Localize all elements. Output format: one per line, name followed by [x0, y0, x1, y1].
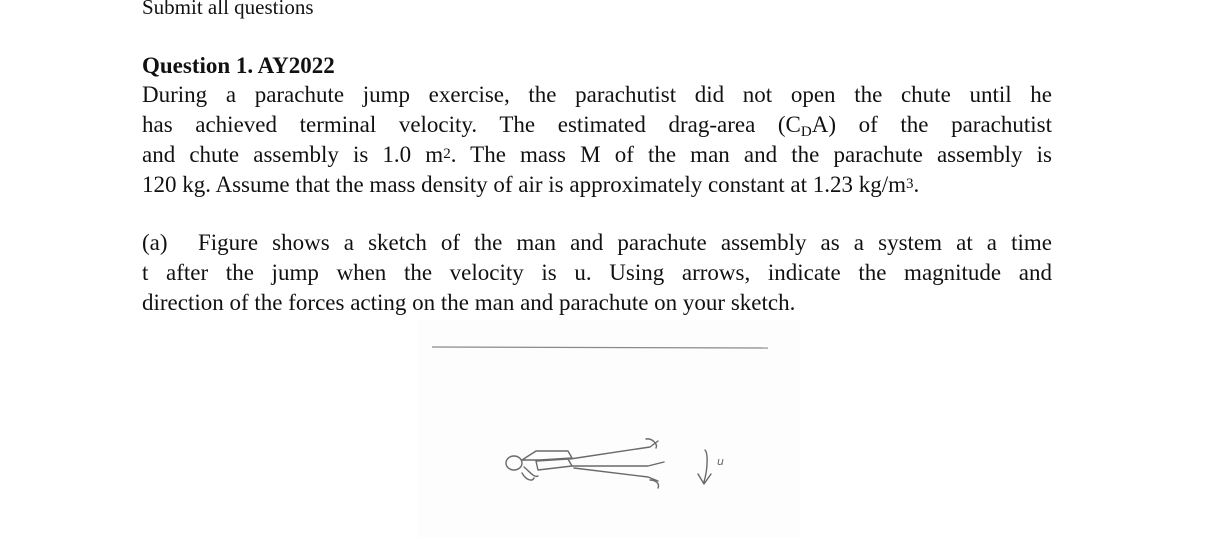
parachutist-figure: [506, 439, 711, 488]
intro-line-3-start: and chute assembly is 1.0 m: [142, 142, 444, 167]
part-a-paragraph: [142, 228, 1052, 318]
velocity-label: u: [717, 455, 724, 468]
part-a-line-2: t after the jump when the velocity is u. Using arrows, indicate the magnitude and: [142, 260, 1052, 285]
arm-sketch: [522, 467, 538, 480]
intro-line-3-end: . The mass M of the man and the parachute assembly is: [450, 142, 1052, 167]
part-a-line-3: direction of the forces acting on the man and parachute on your sketch.: [142, 290, 796, 315]
intro-line-4: [142, 170, 1052, 200]
submit-all-questions-text: Submit all questions: [142, 0, 314, 19]
drag-coefficient-subscript: D: [800, 124, 812, 140]
density-unit-superscript: 3: [906, 176, 914, 192]
velocity-arrow-sketch: [698, 450, 711, 484]
intro-line-2: [142, 110, 1052, 140]
question-intro-paragraph: [142, 80, 1052, 200]
intro-line-2-end: A) of the parachutist: [811, 112, 1053, 137]
parachutist-sketch-figure: [418, 320, 800, 538]
intro-line-4-end: .: [913, 172, 920, 197]
ground-line: [432, 347, 768, 348]
legs-sketch: [570, 441, 664, 481]
parachutist-sketch: [418, 320, 800, 538]
head-sketch: [506, 456, 522, 470]
area-unit-superscript: 2: [443, 146, 451, 162]
torso-sketch: [536, 459, 572, 470]
intro-line-4-start: 120 kg. Assume that the mass density of air is approximately constant at 1.23 kg/m: [142, 172, 906, 197]
intro-line-3: [142, 140, 1052, 170]
intro-line-1: During a parachute jump exercise, the parachutist did not open the chute until he: [142, 82, 1052, 107]
part-a-line-1: [142, 228, 1052, 258]
part-a-line-1-text: Figure shows a sketch of the man and parachute assembly as a system at a time: [198, 230, 1052, 255]
intro-line-2-start: has achieved terminal velocity. The estimated drag-area (C: [142, 112, 801, 137]
question-title: Question 1. AY2022: [142, 53, 335, 78]
part-a-label: (a): [142, 230, 168, 255]
